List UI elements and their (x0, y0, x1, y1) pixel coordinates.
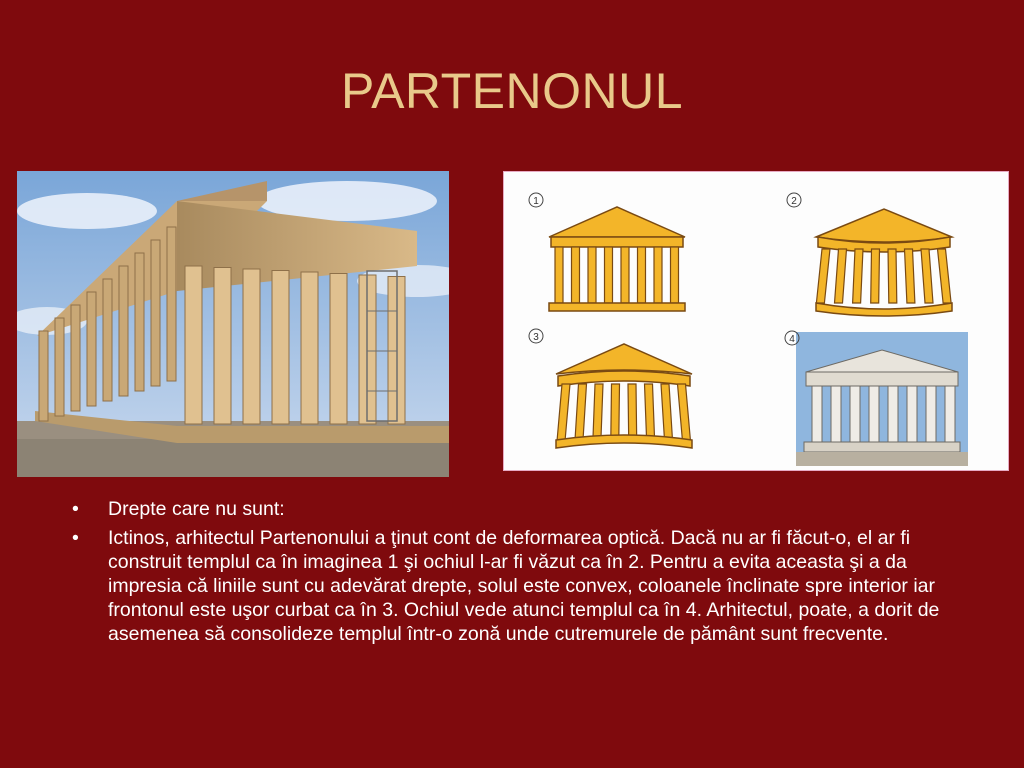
temple-drawing-1 (549, 207, 685, 311)
diagram-label-1: 1 (533, 196, 539, 207)
bullet-text: Ictinos, arhitectul Partenonului a ţinut cont de deformarea optică. Dacă nu ar fi făcut-o, el ar fi construit templul ca în imaginea 1 şi ochiul l-ar fi văzut ca în 2. Pentru a evita aceasta şi a da impresia că liniile sunt cu adevărat drepte, solul este convex, coloanele înclinate spre interior iar frontonul este uşor curbat ca în 3. Ochiul vede atunci templul ca în 4. Arhitectul, poate, a dorit de asemenea să consolideze templul într-o zonă unde cutremurele de pământ sunt frecvente. (108, 527, 940, 645)
bullet-item (68, 526, 968, 646)
parthenon-photo (17, 171, 449, 477)
bullet-list (68, 497, 968, 651)
temple-drawing-4 (796, 332, 968, 466)
optical-correction-diagram (503, 171, 1009, 471)
temple-drawing-2 (816, 209, 952, 316)
bullet-marker: • (72, 498, 79, 520)
diagram-label-4: 4 (789, 334, 795, 345)
bullet-item (68, 497, 968, 521)
diagram-label-2: 2 (791, 196, 797, 207)
diagram-label-3: 3 (533, 332, 539, 343)
bullet-text: Drepte care nu sunt: (108, 498, 285, 520)
slide-title: PARTENONUL (340, 63, 684, 119)
temple-drawing-3 (556, 344, 692, 448)
bullet-marker: • (72, 527, 79, 549)
